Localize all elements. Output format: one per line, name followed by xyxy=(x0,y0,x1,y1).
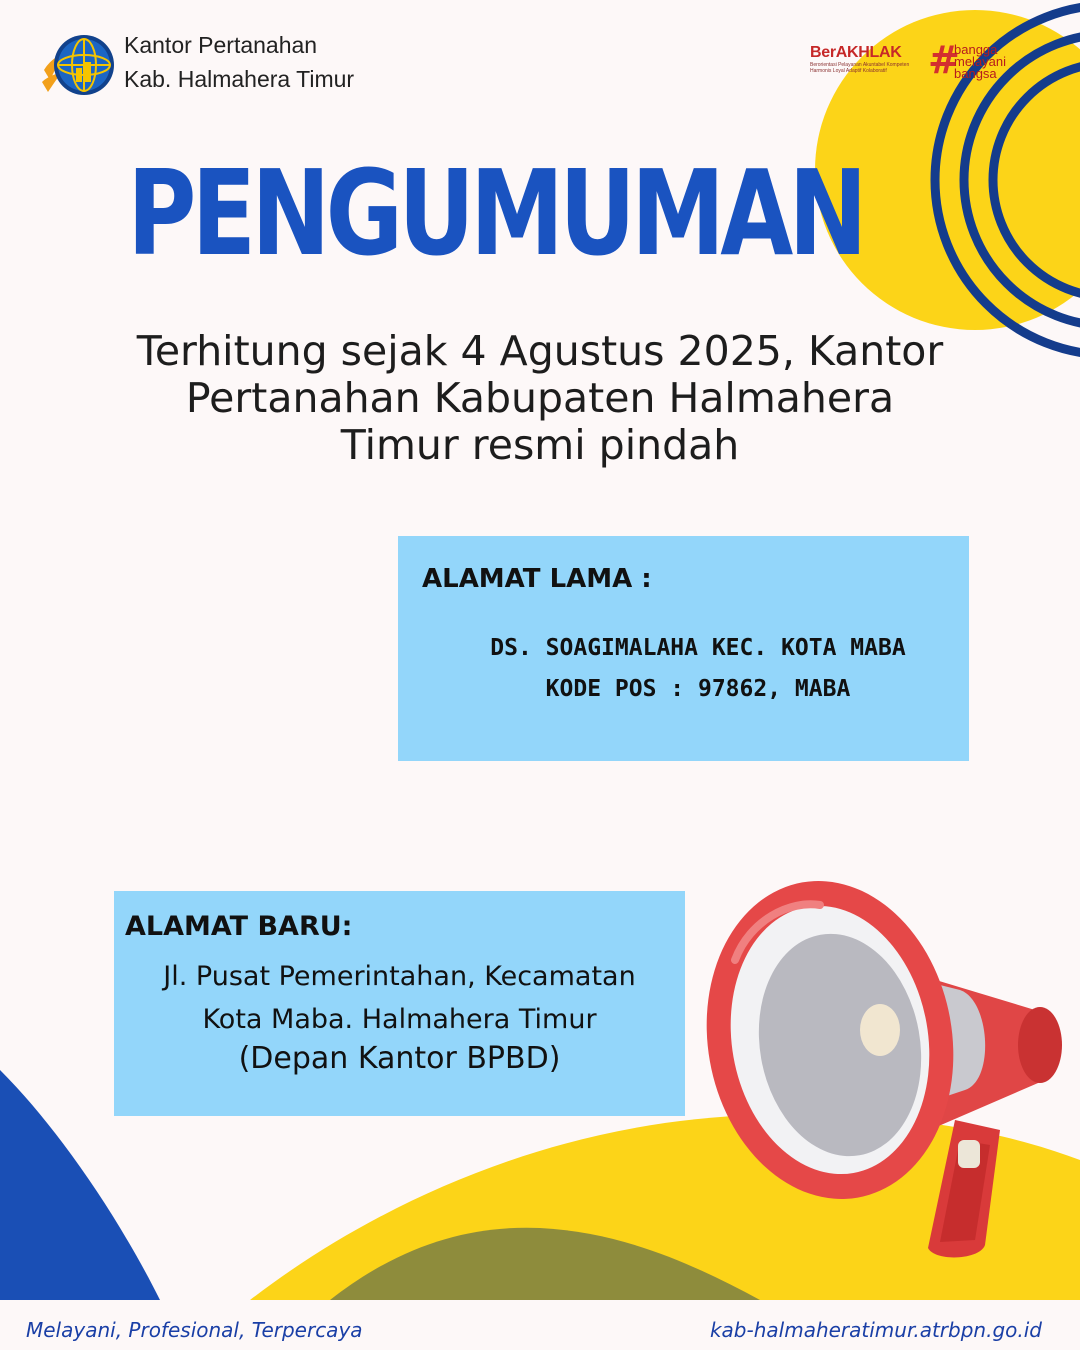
new-address-text xyxy=(114,955,685,1041)
new-address-line1: Jl. Pusat Pemerintahan, Kecamatan xyxy=(163,961,636,992)
bangga-line2: melayani xyxy=(954,54,1007,69)
announcement-line1: Terhitung sejak 4 Agustus 2025, Kantor xyxy=(136,327,944,375)
old-address-box xyxy=(398,536,969,761)
new-address-box xyxy=(114,891,685,1116)
atr-bpn-logo-icon xyxy=(40,30,118,100)
old-address-label: ALAMAT LAMA : xyxy=(422,564,652,594)
hashtag-icon: # xyxy=(928,38,960,82)
office-name-line1: Kantor Pertanahan xyxy=(124,32,318,58)
footer-website-link[interactable]: kab-halmaheratimur.atrbpn.go.id xyxy=(709,1318,1042,1342)
new-address-label: ALAMAT BARU: xyxy=(125,911,353,942)
bangga-line3: bangsa xyxy=(954,66,997,81)
announcement-text xyxy=(80,328,1000,469)
announcement-line3: Timur resmi pindah xyxy=(340,421,740,469)
office-name-line2: Kab. Halmahera Timur xyxy=(124,66,355,92)
office-name xyxy=(124,28,354,96)
berakhlak-tagline-line1: Berorientasi Pelayanan Akuntabel Kompeten xyxy=(810,62,910,68)
old-address-text xyxy=(418,628,978,710)
old-address-line1: DS. SOAGIMALAHA KEC. KOTA MABA xyxy=(490,635,906,661)
announcement-line2: Pertanahan Kabupaten Halmahera xyxy=(185,374,895,422)
footer-motto: Melayani, Profesional, Terpercaya xyxy=(26,1318,363,1342)
new-address-line2: Kota Maba. Halmahera Timur xyxy=(202,1004,597,1035)
old-address-line2: KODE POS : 97862, MABA xyxy=(545,676,851,702)
page-title: PENGUMUMAN xyxy=(127,144,863,282)
berakhlak-tagline-line2: Harmonis Loyal Adaptif Kolaboratif xyxy=(810,68,887,74)
bangga-melayani-bangsa-logo xyxy=(928,38,1018,84)
bangga-line1: bangga xyxy=(954,42,998,57)
berakhlak-word: BerAKHLAK xyxy=(810,44,902,61)
new-address-note: (Depan Kantor BPBD) xyxy=(238,1041,561,1076)
berakhlak-logo xyxy=(810,44,922,84)
